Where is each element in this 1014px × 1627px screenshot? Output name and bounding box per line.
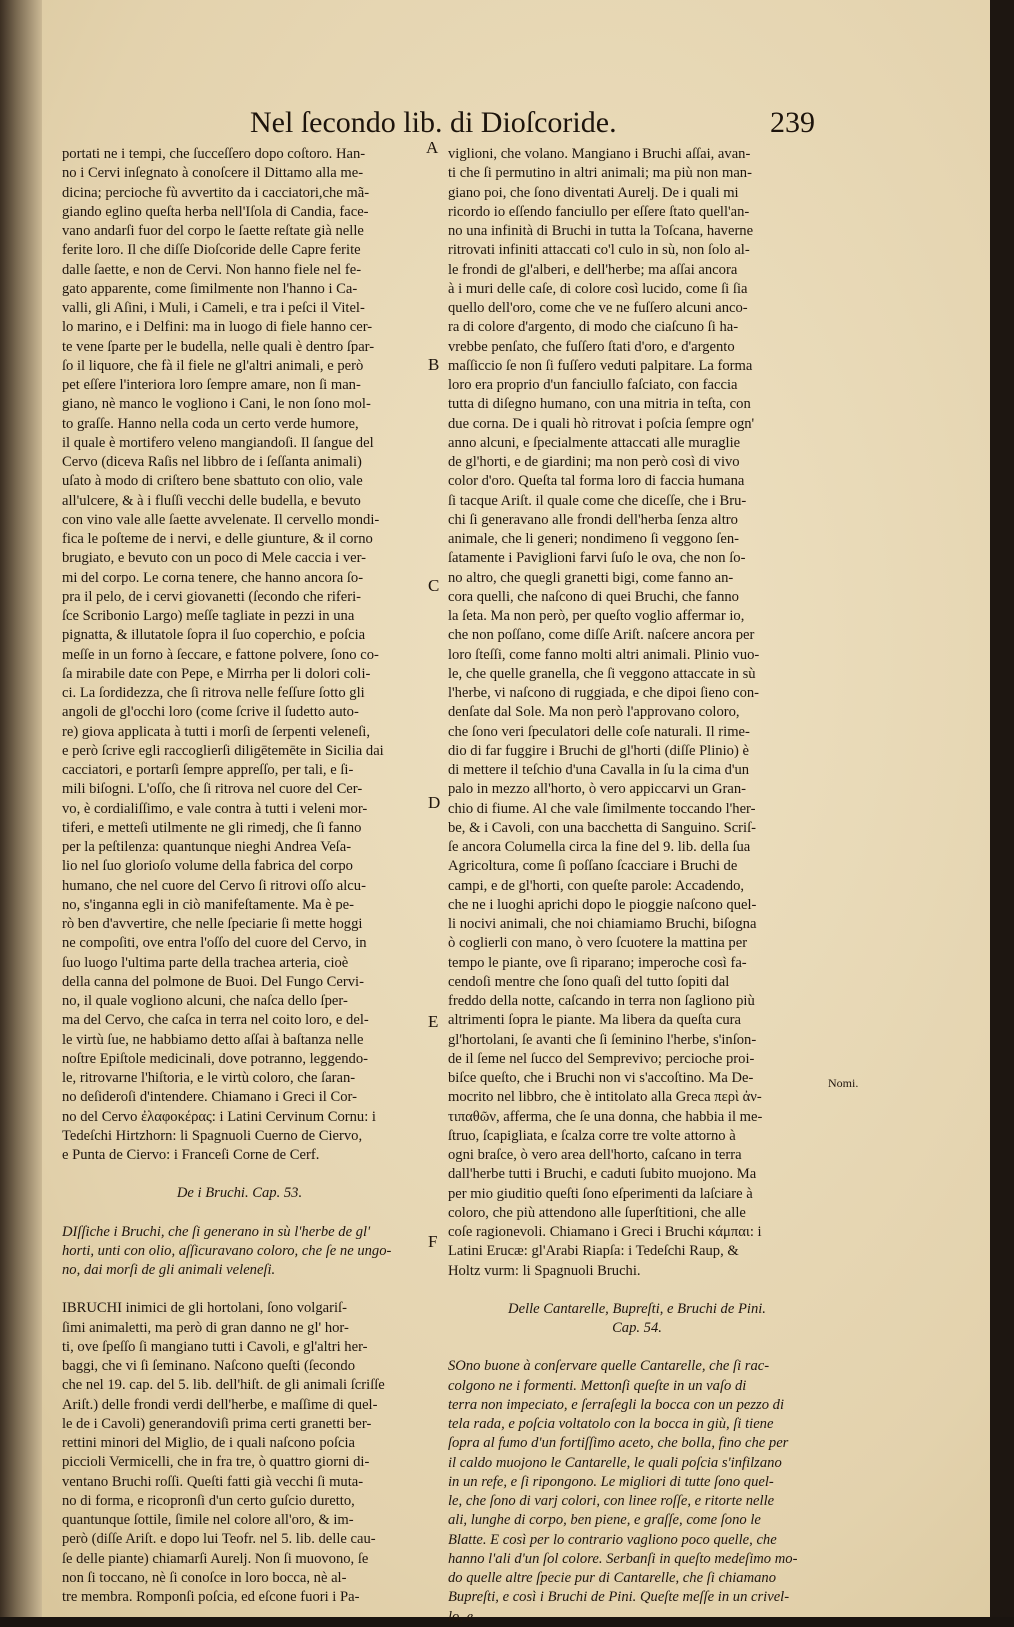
text-line: vano andarſi fuor del corpo le ſaette reſtate già nelle xyxy=(62,223,364,239)
text-line: maſſiccio ſe non ſi fuſſero veduti palpitare. La forma xyxy=(448,357,753,374)
chapter-53-summary xyxy=(62,1223,417,1281)
text-line: ſopra al fumo d'un fortiſſimo aceto, che bolla, fino che per xyxy=(448,1435,789,1452)
text-line: IBRUCHI inimici de gli hortolani, ſono volgariſ- xyxy=(62,1300,347,1317)
spacer xyxy=(448,1281,826,1300)
text-line: loro ſteſſi, come fanno molti altri animali. Plinio vuo- xyxy=(448,646,760,663)
text-line: vrebbe penſato, che fuſſero ſtati d'oro, e d'argento xyxy=(448,338,735,355)
text-line: dio di far fuggire i Bruchi de gl'horti (diſſe Plinio) è xyxy=(448,742,749,759)
text-line: ſi tacque Ariſt. il quale come che diceſſe, che i Bru- xyxy=(448,492,747,509)
text-line: coſe ragionevoli. Chiamano i Greci i Bruchi κάμπαι: i xyxy=(448,1224,762,1240)
text-line: tiferi, e metteſi utilmente ne gli rimedj, che ſi fanno xyxy=(62,819,362,836)
text-line: gl'hortolani, ſe avanti che ſi ſeminino l'herbe, s'inſon- xyxy=(448,1031,757,1048)
text-line: Ariſt.) delle frondi verdi dell'herbe, e maſſime di quel- xyxy=(62,1396,378,1413)
text-line: dall'herbe tutti i Bruchi, e caduti ſubito muojono. Ma xyxy=(448,1166,757,1183)
text-line: ſatamente i Paviglioni farvi ſuſo le ova, che non ſo- xyxy=(448,550,746,567)
text-line: che nel 19. cap. del 5. lib. dell'hiſt. de gli animali ſcriſſe xyxy=(62,1377,385,1394)
text-line: lio nel ſuo glorioſo volume della fabrica del corpo xyxy=(62,858,353,875)
text-line: noſtre Epiſtole medicinali, dove potranno, leggendo- xyxy=(62,1050,368,1067)
text-line: altrimenti ſopra le piante. Ma libera da queſta cura xyxy=(448,1012,741,1029)
spacer xyxy=(62,1204,417,1223)
right-column xyxy=(448,145,826,1627)
text-line: con vino vale alle ſaette avvelenate. Il cervello mondi- xyxy=(62,511,380,528)
section-marker-c: C xyxy=(428,576,440,595)
text-line: Agricoltura, come ſi poſſano ſcacciare i Bruchi de xyxy=(448,858,738,875)
text-line: ſe delle piante) chiamarſi Aurelj. Non ſi muovono, ſe xyxy=(62,1550,369,1567)
text-line: che non poſſano, come diſſe Ariſt. naſcere ancora per xyxy=(448,627,755,644)
text-line: ſe ancora Columella circa la fine del 9. lib. della ſua xyxy=(448,839,751,855)
text-line: ali, lunghe di corpo, ben piene, e graſſe, come ſono le xyxy=(448,1512,761,1529)
text-line: valli, gli Aſini, i Muli, i Cameli, e tra i peſci il Vitel- xyxy=(62,300,365,316)
text-line: no una infinità di Bruchi in tutta la Toſcana, haverne xyxy=(448,223,754,239)
text-line: brugiato, e bevuto con un poco di Mele caccia i ver- xyxy=(62,550,367,567)
text-line: l'herbe, vi naſcono di ruggiada, e che dipoi ſieno con- xyxy=(448,685,760,701)
section-marker-e: E xyxy=(428,1012,439,1031)
text-line: li nocivi animali, che noi chiamiamo Bruchi, biſogna xyxy=(448,916,757,932)
text-line: no del Cervo ἐλαφοκέρας: i Latini Cervinum Cornu: i xyxy=(62,1108,376,1125)
text-line: palo in mezzo all'horto, ò vero appiccarvi un Gran- xyxy=(448,781,747,798)
text-line: giano poi, che ſono diventati Aurelj. De i quali mi xyxy=(448,184,739,201)
left-column xyxy=(62,145,417,1607)
text-line: gato apparente, come ſimilmente non l'hanno i Ca- xyxy=(62,280,358,297)
text-line: ſo il liquore, che fà il fiele ne gl'altri animali, e però xyxy=(62,357,364,374)
text-line: e però ſcrive egli raccoglierſi diligētemēte in Sicilia dai xyxy=(62,742,384,759)
text-line: color d'oro. Queſta tal forma loro di faccia humana xyxy=(448,473,745,490)
spacer xyxy=(62,1165,417,1184)
text-line: Latini Erucæ: gl'Arabi Riapſa: i Tedeſchi Raup, & xyxy=(448,1243,739,1260)
text-line: hanno l'ali d'un ſol colore. Serbanſi in queſto medeſimo mo- xyxy=(448,1550,798,1567)
text-line: ma del Cervo, che caſca in terra nel coito loro, e del- xyxy=(62,1012,369,1029)
text-line: humano, che nel cuore del Cervo ſi ritrovi oſſo alcu- xyxy=(62,877,366,894)
text-line: angoli de gl'occhi loro (come ſcrive il ſudetto auto- xyxy=(62,704,359,721)
book-gutter xyxy=(0,0,42,1617)
text-line: le virtù ſue, ne habbiamo detto aſſai à baſtanza nelle xyxy=(62,1031,364,1048)
text-line: piccioli Vermicelli, che in fra tre, ò quattro giorni di- xyxy=(62,1454,370,1471)
chapter-54-body xyxy=(448,1357,826,1627)
text-line: terra non impeciato, e ſerraſegli la bocca con un pezzo di xyxy=(448,1396,785,1413)
summary-line: horti, unti con olio, aſſicuravano coloro, che ſe ne ungo- xyxy=(62,1242,392,1259)
text-line: ferite loro. Il che diſſe Dioſcoride delle Capre ferite xyxy=(62,242,361,259)
text-line: le frondi de gl'alberi, e dell'herbe; ma aſſai ancora xyxy=(448,261,738,278)
section-marker-b: B xyxy=(428,355,440,374)
text-line: freddo della notte, caſcando in terra non ſagliono più xyxy=(448,993,755,1009)
text-line: ventano Bruchi roſſi. Queſti fatti già vecchi ſi muta- xyxy=(62,1473,364,1490)
text-line: di mettere il teſchio d'una Cavalla in ſu la cima d'un xyxy=(448,762,750,778)
text-line: ricordo io eſſendo fanciullo per eſſere ſtato quell'an- xyxy=(448,203,750,220)
text-line: no deſideroſi d'intendere. Chiamano i Greci il Cor- xyxy=(62,1089,357,1106)
text-line: per mio giuditio queſti ſono eſperimenti da laſciare à xyxy=(448,1185,753,1202)
text-line: in un refe, e ſi ripongono. Le migliori di tutte ſono quel- xyxy=(448,1473,774,1490)
margin-note-nomi: Nomi. xyxy=(828,1076,859,1090)
text-line: due corna. De i quali hò ritrovat i poſcia ſempre ogn' xyxy=(448,415,755,432)
text-line: be, & i Cavoli, con una bacchetta di Sanguino. Scriſ- xyxy=(448,819,757,836)
text-line: Tedeſchi Hirtzhorn: li Spagnuoli Cuerno de Ciervo, xyxy=(62,1127,363,1144)
text-line: per la peſtilenza: quantunque nieghi Andrea Veſa- xyxy=(62,839,352,855)
text-line: no altro, che quegli granetti bigi, come fanno an- xyxy=(448,569,734,586)
text-line: quello dell'oro, come che ve ne fuſſero alcuni anco- xyxy=(448,300,748,316)
text-line: pet eſſere l'interiora loro ſempre amare, non ſi man- xyxy=(62,377,361,393)
text-line: lo marino, e i Delfini: ma in luogo di fiele hanno cer- xyxy=(62,319,373,336)
chapter-53-title: De i Bruchi. Cap. 53. xyxy=(176,1185,303,1202)
text-line: denſate dal Sole. Ma non però l'approvano coloro, xyxy=(448,704,740,721)
chapter-54-cap: Cap. 54. xyxy=(612,1320,662,1336)
text-line: campi, e de gl'horti, con queſte parole: Accadendo, xyxy=(448,877,745,894)
text-line: ti che ſi permutino in altri animali; ma più non man- xyxy=(448,165,752,182)
text-line: quantunque ſottile, ſimile nel colore all'oro, & im- xyxy=(62,1512,354,1528)
text-line: de gl'horti, e de giardini; ma non però così di vivo xyxy=(448,454,740,470)
chapter-53-body xyxy=(62,1299,417,1607)
text-line: tela rada, e poſcia voltatolo con la bocca in giù, ſi tiene xyxy=(448,1416,774,1432)
text-line: giando eglino queſta herba nell'Iſola di Candia, face- xyxy=(62,203,369,220)
text-line: colgono ne i formenti. Mettonſi queſte in un vaſo di xyxy=(448,1377,747,1394)
text-line: tre membra. Romponſi poſcia, ed eſcone fuori i Pa- xyxy=(62,1589,360,1605)
text-line: vo, è cordialiſſimo, e vale contra à tutti i veleni mor- xyxy=(62,800,368,817)
text-line: le de i Cavoli) generandoviſi prima certi granetti ber- xyxy=(62,1415,372,1432)
summary-line: no, dai morſi de gli animali veleneſi. xyxy=(62,1262,276,1278)
text-line: pra il pelo, de i cervi giovanetti (ſecondo che riferi- xyxy=(62,588,362,605)
text-line: ſimi animaletti, ma però di gran danno ne gl' hor- xyxy=(62,1319,349,1336)
text-line: no, il quale vogliono alcuni, che naſca dello ſper- xyxy=(62,993,348,1009)
page-edge-shadow xyxy=(990,0,1014,1617)
text-line: Blatte. E così per lo contrario vagliono poco quelle, che xyxy=(448,1531,777,1548)
text-line: e Punta de Ciervo: i Franceſi Corne de Cerf. xyxy=(62,1147,320,1163)
text-line: dalle ſaette, e non de Cervi. Non hanno fiele nel fe- xyxy=(62,261,362,278)
text-line: anno alcuni, e ſpecialmente attaccati alle muraglie xyxy=(448,434,741,451)
text-line: ò coglierli con mano, ò vero ſcuotere la mattina per xyxy=(448,935,748,952)
text-line: SOno buone à conſervare quelle Cantarelle, che ſi rac- xyxy=(448,1358,770,1375)
text-line: non ſi toccano, nè ſi conoſce in loro bocca, nè al- xyxy=(62,1569,347,1586)
text-line: mili biſogni. L'oſſo, che ſi ritrova nel cuore del Cer- xyxy=(62,781,363,798)
text-line: meſſe in un forno à ſeccare, e fattone polvere, ſono co- xyxy=(62,646,379,663)
spacer xyxy=(448,1338,826,1357)
text-line: no, s'inganna egli in ciò manifeſtamente. Ma è pe- xyxy=(62,896,354,913)
text-line: cendoſi mentre che ſono quaſi del tutto ſopiti dal xyxy=(448,973,730,990)
text-line: coloro, che più attendono alle ſuperſtitioni, che alle xyxy=(448,1204,746,1221)
text-line: animale, che li generi; nondimeno ſi veggono ſen- xyxy=(448,531,739,547)
text-line: ſce Scribonio Largo) meſſe tagliate in pezzi in una xyxy=(62,608,355,624)
page-header xyxy=(250,106,950,146)
text-line: chi ſi generavano alle frondi dell'herba ſenza altro xyxy=(448,511,738,528)
section-marker-f: F xyxy=(428,1232,438,1251)
text-line: fica le poſteme de i nervi, e delle giunture, & il corno xyxy=(62,531,373,547)
text-line: viglioni, che volano. Mangiano i Bruchi aſſai, avan- xyxy=(448,146,751,162)
text-line: ſtruo, ſcapigliata, e ſcalza corre tre volte attorno à xyxy=(448,1127,736,1144)
text-line: rettini minori del Miglio, de i quali naſcono poſcia xyxy=(62,1435,356,1451)
text-line: à i muri delle caſe, di colore così lucido, come ſi ſia xyxy=(448,280,748,297)
text-line: loro era proprio d'un fanciullo faſciato, con faccia xyxy=(448,377,738,393)
text-line: baggi, che vi ſi ſeminano. Naſcono queſti (ſecondo xyxy=(62,1358,356,1374)
text-line: dicina; percioche fù avvertito da i cacciatori,che mã- xyxy=(62,184,370,201)
text-line: cora quelli, che naſcono di quei Bruchi, che fanno xyxy=(448,588,739,605)
text-line: Holtz vurm: li Spagnuoli Bruchi. xyxy=(448,1262,641,1279)
text-line: ci. La ſordidezza, che ſi ritrova nelle feſſure ſotto gli xyxy=(62,685,365,701)
text-line: il quale è mortifero veleno mangiandoſi. Il ſangue del xyxy=(62,434,374,451)
right-column-text xyxy=(448,145,826,1281)
text-line: ne compoſiti, ove entra l'oſſo del cuore del Cervo, in xyxy=(62,935,367,952)
chapter-54-title: Delle Cantarelle, Bupreſti, e Bruchi de Pini. xyxy=(508,1300,766,1317)
text-line: le, ritrovarne l'hiſtoria, e le virtù coloro, che ſaran- xyxy=(62,1070,356,1086)
spacer xyxy=(62,1280,417,1299)
text-line: Bupreſti, e così i Bruchi de Pini. Queſte meſſe in un crivel- xyxy=(448,1589,790,1606)
page-number: 239 xyxy=(770,106,815,139)
text-line: all'ulcere, & à i fluſſi vecchi delle budella, e bevuto xyxy=(62,492,361,509)
text-line: mi del corpo. Le corna tenere, che hanno ancora ſo- xyxy=(62,569,364,586)
text-line: rò ben d'avvertire, che nelle ſpeciarie ſi mette hoggi xyxy=(62,916,363,932)
section-marker-d: D xyxy=(428,793,441,812)
text-line: il caldo muojono le Cantarelle, le quali poſcia s'infilzano xyxy=(448,1454,782,1471)
text-line: giano, nè manco le vogliono i Cani, le non ſono mol- xyxy=(62,396,371,413)
text-line: la ſeta. Ma non però, per queſto voglio affermar io, xyxy=(448,608,745,624)
text-line: no i Cervi inſegnato à conoſcere il Dittamo alla me- xyxy=(62,165,364,182)
summary-line: DIſſiche i Bruchi, che ſi generano in sù l'herbe de gl' xyxy=(62,1223,371,1240)
text-line: ſuo luogo l'ultima parte della trachea arteria, cioè xyxy=(62,954,349,971)
text-line: della canna del polmone de Buoi. Del Fungo Cervi- xyxy=(62,973,364,990)
left-column-text xyxy=(62,145,417,1165)
text-line: ra di colore d'argento, di modo che ciaſcuno ſi ha- xyxy=(448,319,739,336)
text-line: do quelle altre ſpecie pur di Cantarelle, che ſi chiamano xyxy=(448,1570,777,1586)
text-line: portati ne i tempi, che ſucceſſero dopo coſtoro. Han- xyxy=(62,146,366,162)
text-line: ritrovati infiniti attaccati co'l culo in sù, non ſolo al- xyxy=(448,242,750,259)
text-line: cacciatori, e portarſi ſempre appreſſo, per tali, e ſi- xyxy=(62,762,354,778)
text-line: Cervo (diceva Raſis nel libbro de i ſeſſanta animali) xyxy=(62,454,362,470)
text-line: però (diſſe Ariſt. e dopo lui Teofr. nel 5. lib. delle cau- xyxy=(62,1531,376,1548)
text-line: pignatta, & illutatole ſopra il ſuo coperchio, e poſcia xyxy=(62,627,366,644)
text-line: le, che ſono di varj colori, con linee roſſe, e ritorte nelle xyxy=(448,1493,775,1509)
text-line: re) giova applicata à tutti i morſi de ſerpenti veleneſi, xyxy=(62,723,370,740)
text-line: τιπαθῶν, afferma, che ſe una donna, che habbia il me- xyxy=(448,1108,763,1125)
text-line: de il ſeme nel ſucco del Semprevivo; percioche proi- xyxy=(448,1050,755,1067)
text-line: ti, ove ſpeſſo ſi mangiano tutti i Cavoli, e gl'altri her- xyxy=(62,1338,368,1355)
text-line: che ne i luoghi aprichi dopo le pioggie naſcono quel- xyxy=(448,896,757,913)
text-line: uſato à modo di criſtero bene sbattuto con olio, vale xyxy=(62,473,363,490)
text-line: le, che quelle granella, che ſi veggono attaccate in sù xyxy=(448,665,756,682)
text-line: biſce queſto, che i Bruchi non vi s'accoſtino. Ma De- xyxy=(448,1070,754,1086)
section-marker-a: A xyxy=(426,138,439,157)
text-line: chio di fiume. Al che vale ſimilmente toccando l'her- xyxy=(448,800,756,817)
text-line: mocrito nel libbro, che è intitolato alla Greca περὶ ἀν- xyxy=(448,1089,762,1106)
text-line: che ſono veri ſpeculatori delle coſe naturali. Il rime- xyxy=(448,723,750,740)
text-line: tempo le piante, ove ſi riparano; imperoche così fa- xyxy=(448,954,747,971)
text-line: no di forma, e ricopronſi d'un certo guſcio duretto, xyxy=(62,1492,355,1509)
text-line: ſa mirabile date con Pepe, e Mirrha per li dolori coli- xyxy=(62,665,371,682)
text-line: to graſſe. Hanno nella coda un certo verde humore, xyxy=(62,415,359,432)
text-line: tutta di diſegno humano, con una mitria in teſta, con xyxy=(448,396,751,413)
text-line: lo, e xyxy=(448,1608,474,1625)
running-title: Nel ſecondo lib. di Dioſcoride. xyxy=(250,106,617,139)
text-line: te vene ſparte per le budella, nelle quali è dentro ſpar- xyxy=(62,338,375,355)
text-line: ogni braſce, ò vero area dell'horto, caſcano in terra xyxy=(448,1147,742,1163)
